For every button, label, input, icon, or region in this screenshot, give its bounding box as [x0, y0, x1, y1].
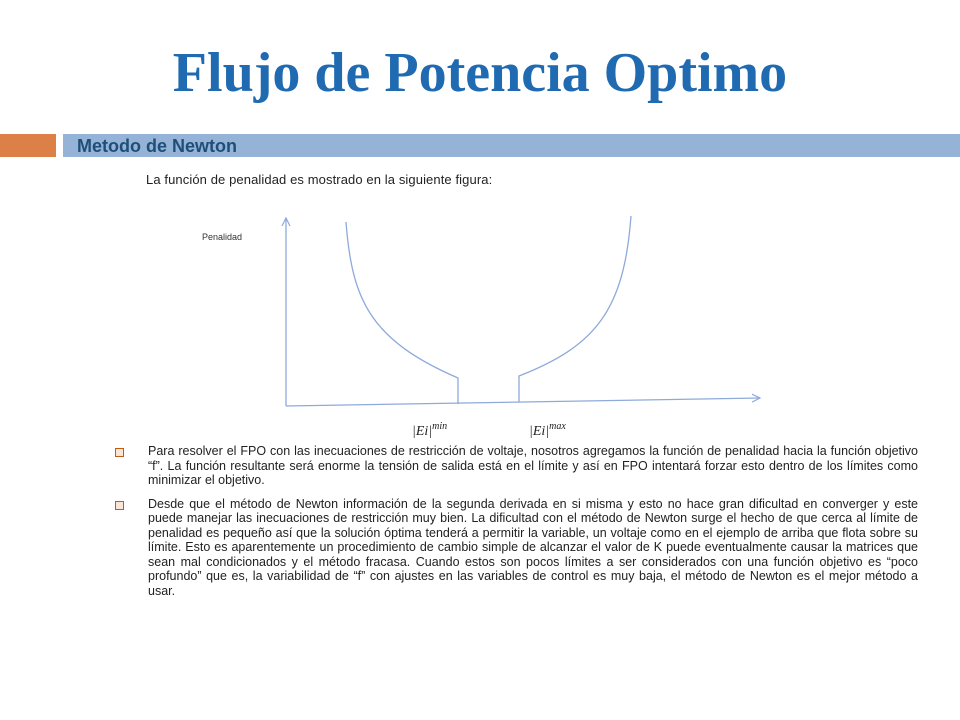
bullet-square-icon	[115, 448, 124, 457]
bullet-text: Desde que el método de Newton información de la segunda derivada en si misma y esto no hace gran dificultad en converger y este puede manejar las inecuaciones de restricción muy bien. La dificultad con el método de Newton surge el hecho de que cerca al límite de penalidad es pequeño así que la solución óptima tenderá a permitir la variable, un voltaje como en el ejemplo de arriba que flota sobre su límite. Esto es aparentemente un procedimiento de cambio simple de alcanzar el valor de K puede eventualmente causar la matrices que sean mal condicionados y el método fracasa. Cuando estos son pocos límites a ser considerados con una función objetivo es “poco profundo” que es, la variabilidad de “f” con ajustes en las variables de control es muy baja, el método de Newton es el mejor método a usar.	[148, 496, 918, 598]
x-axis	[286, 398, 760, 406]
bullet-square-icon	[115, 501, 124, 510]
slide-title: Flujo de Potencia Optimo	[172, 42, 788, 104]
intro-text: La función de penalidad es mostrado en la siguiente figura:	[146, 172, 493, 187]
penalty-curve-right	[519, 216, 631, 402]
bullet-text: Para resolver el FPO con las inecuaciones de restricción de voltaje, nosotros agregamos la función de penalidad hacia la función objetivo “f”. La función resultante será enorme la tensión de salida está en el límite y así en FPO intentará forzar esto dentro de los límites como minimizar el objetivo.	[148, 444, 918, 487]
bullet-item	[112, 444, 918, 488]
max-limit-label: $|Ei|^{max}$	[529, 421, 566, 439]
bullet-list	[112, 444, 918, 607]
min-limit-label: $|Ei|^{min}$	[412, 421, 448, 439]
y-axis-label: Penalidad	[202, 232, 243, 242]
slide-subtitle: Metodo de Newton	[77, 136, 237, 156]
penalty-curve-left	[346, 222, 458, 404]
bullet-item	[112, 497, 918, 599]
